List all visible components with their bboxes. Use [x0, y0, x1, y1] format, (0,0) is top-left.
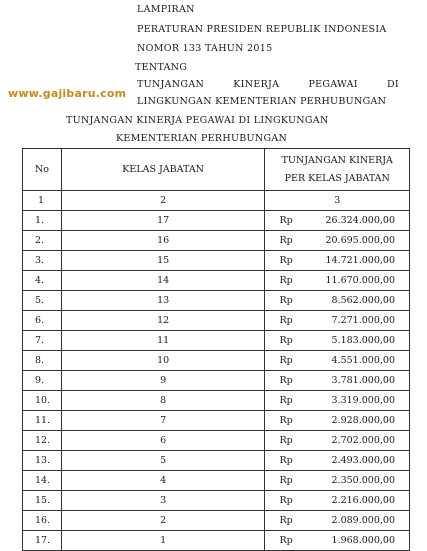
- row-amount: 8.562.000,00: [331, 295, 395, 306]
- table-row: [23, 371, 410, 391]
- header-line5-word: DI: [387, 79, 399, 90]
- row-no: 10.: [23, 391, 62, 411]
- header-lampiran: LAMPIRAN: [137, 4, 195, 15]
- row-tunjangan: [265, 471, 410, 491]
- row-currency: Rp: [279, 535, 293, 546]
- header-tunjangan-line2: PER KELAS JABATAN: [284, 172, 390, 184]
- row-amount: 2.350.000,00: [331, 475, 395, 486]
- row-tunjangan: [265, 531, 410, 551]
- row-no: 12.: [23, 431, 62, 451]
- header-line5: [137, 79, 399, 90]
- row-tunjangan: [265, 231, 410, 251]
- row-no: 17.: [23, 531, 62, 551]
- row-currency: Rp: [279, 355, 293, 366]
- row-kelas: 3: [61, 491, 265, 511]
- row-currency: Rp: [279, 435, 293, 446]
- table-row: [23, 431, 410, 451]
- header-no: No: [23, 149, 62, 191]
- title-line2: KEMENTERIAN PERHUBUNGAN: [116, 133, 288, 144]
- header-tentang: TENTANG: [135, 62, 188, 73]
- row-tunjangan: [265, 311, 410, 331]
- header-line5-word: TUNJANGAN: [137, 79, 205, 90]
- header-line6: LINGKUNGAN KEMENTERIAN PERHUBUNGAN: [137, 96, 387, 107]
- row-kelas: 17: [61, 211, 265, 231]
- row-amount: 26.324.000,00: [325, 215, 395, 226]
- row-amount: 3.319.000,00: [331, 395, 395, 406]
- row-currency: Rp: [279, 395, 293, 406]
- row-kelas: 8: [61, 391, 265, 411]
- row-currency: Rp: [279, 235, 293, 246]
- row-tunjangan: [265, 451, 410, 471]
- row-amount: 2.089.000,00: [331, 515, 395, 526]
- row-tunjangan: [265, 351, 410, 371]
- row-currency: Rp: [279, 375, 293, 386]
- row-currency: Rp: [279, 455, 293, 466]
- row-no: 5.: [23, 291, 62, 311]
- row-tunjangan: [265, 271, 410, 291]
- header-tunjangan: [265, 149, 410, 191]
- title-line1: TUNJANGAN KINERJA PEGAWAI DI LINGKUNGAN: [66, 115, 329, 126]
- row-tunjangan: [265, 251, 410, 271]
- row-no: 11.: [23, 411, 62, 431]
- row-kelas: 4: [61, 471, 265, 491]
- table-row: [23, 471, 410, 491]
- row-currency: Rp: [279, 515, 293, 526]
- index-row: [23, 191, 410, 211]
- row-tunjangan: [265, 371, 410, 391]
- table-row: [23, 451, 410, 471]
- header-line5-word: PEGAWAI: [308, 79, 358, 90]
- row-amount: 2.493.000,00: [331, 455, 395, 466]
- row-kelas: 6: [61, 431, 265, 451]
- header-kelas: KELAS JABATAN: [61, 149, 265, 191]
- row-tunjangan: [265, 511, 410, 531]
- row-amount: 1.968.000,00: [331, 535, 395, 546]
- row-kelas: 1: [61, 531, 265, 551]
- row-amount: 14.721.000,00: [325, 255, 395, 266]
- row-kelas: 12: [61, 311, 265, 331]
- table-row: [23, 291, 410, 311]
- row-no: 6.: [23, 311, 62, 331]
- row-amount: 2.216.000,00: [331, 495, 395, 506]
- row-tunjangan: [265, 391, 410, 411]
- row-no: 16.: [23, 511, 62, 531]
- watermark: www.gajibaru.com: [8, 87, 127, 100]
- row-amount: 11.670.000,00: [325, 275, 395, 286]
- row-no: 9.: [23, 371, 62, 391]
- row-amount: 5.183.000,00: [331, 335, 395, 346]
- row-kelas: 16: [61, 231, 265, 251]
- table-row: [23, 231, 410, 251]
- row-no: 15.: [23, 491, 62, 511]
- row-amount: 7.271.000,00: [331, 315, 395, 326]
- table-row: [23, 251, 410, 271]
- row-no: 8.: [23, 351, 62, 371]
- row-currency: Rp: [279, 215, 293, 226]
- table-row: [23, 331, 410, 351]
- row-kelas: 15: [61, 251, 265, 271]
- row-tunjangan: [265, 491, 410, 511]
- row-kelas: 5: [61, 451, 265, 471]
- row-kelas: 11: [61, 331, 265, 351]
- row-no: 13.: [23, 451, 62, 471]
- row-tunjangan: [265, 331, 410, 351]
- row-currency: Rp: [279, 335, 293, 346]
- row-tunjangan: [265, 291, 410, 311]
- row-kelas: 9: [61, 371, 265, 391]
- table-row: [23, 411, 410, 431]
- row-currency: Rp: [279, 295, 293, 306]
- header-tunjangan-line1: TUNJANGAN KINERJA: [281, 154, 393, 166]
- row-amount: 4.551.000,00: [331, 355, 395, 366]
- allowance-table: [22, 148, 410, 551]
- table-row: [23, 211, 410, 231]
- row-kelas: 2: [61, 511, 265, 531]
- row-currency: Rp: [279, 415, 293, 426]
- table-row: [23, 311, 410, 331]
- row-kelas: 10: [61, 351, 265, 371]
- row-currency: Rp: [279, 315, 293, 326]
- row-currency: Rp: [279, 475, 293, 486]
- row-kelas: 7: [61, 411, 265, 431]
- header-peraturan: PERATURAN PRESIDEN REPUBLIK INDONESIA: [137, 24, 387, 35]
- header-nomor: NOMOR 133 TAHUN 2015: [137, 43, 273, 54]
- table-row: [23, 531, 410, 551]
- row-kelas: 14: [61, 271, 265, 291]
- index-cell: 3: [265, 191, 410, 211]
- table-row: [23, 391, 410, 411]
- row-currency: Rp: [279, 255, 293, 266]
- index-cell: 1: [23, 191, 62, 211]
- table-row: [23, 271, 410, 291]
- row-amount: 2.928.000,00: [331, 415, 395, 426]
- row-currency: Rp: [279, 495, 293, 506]
- table-row: [23, 511, 410, 531]
- row-no: 2.: [23, 231, 62, 251]
- table-row: [23, 491, 410, 511]
- table-row: [23, 351, 410, 371]
- row-tunjangan: [265, 411, 410, 431]
- index-cell: 2: [61, 191, 265, 211]
- row-no: 4.: [23, 271, 62, 291]
- row-currency: Rp: [279, 275, 293, 286]
- row-amount: 3.781.000,00: [331, 375, 395, 386]
- row-no: 3.: [23, 251, 62, 271]
- header-line5-word: KINERJA: [233, 79, 280, 90]
- row-tunjangan: [265, 211, 410, 231]
- row-no: 7.: [23, 331, 62, 351]
- row-no: 1.: [23, 211, 62, 231]
- row-no: 14.: [23, 471, 62, 491]
- row-amount: 20.695.000,00: [325, 235, 395, 246]
- row-kelas: 13: [61, 291, 265, 311]
- row-tunjangan: [265, 431, 410, 451]
- row-amount: 2.702.000,00: [331, 435, 395, 446]
